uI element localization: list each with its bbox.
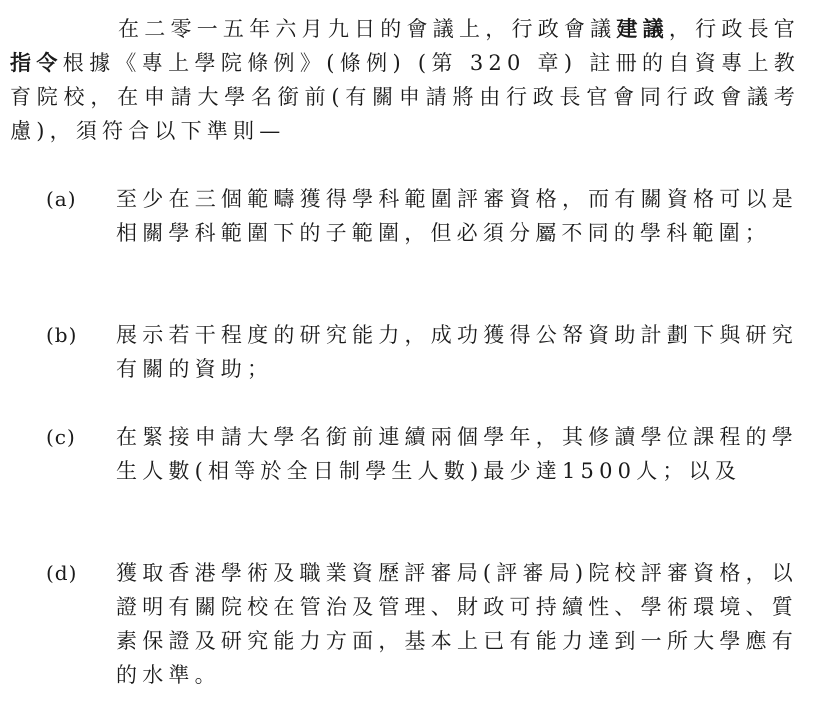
criterion-text: 展示若干程度的研究能力，成功獲得公帑資助計劃下與研究有關的資助； (116, 323, 798, 381)
criterion-label: (b) (46, 323, 78, 347)
intro-paragraph (10, 12, 800, 148)
criterion-label: (d) (46, 561, 78, 585)
criterion-label: (a) (46, 187, 77, 211)
intro-text-2: ，行政長官 (668, 17, 800, 41)
intro-bold-recommend: 建議 (616, 17, 669, 41)
criterion-label: (c) (46, 425, 76, 449)
criterion-text: 獲取香港學術及職業資歷評審局(評審局)院校評審資格，以證明有關院校在管治及管理、財政可持續性、學術環境、質素保證及研究能力方面，基本上已有能力達到一所大學應有的水準。 (116, 561, 798, 687)
intro-text-1: 在二零一五年六月九日的會議上，行政會議 (118, 17, 617, 41)
intro-bold-order: 指令 (10, 51, 63, 75)
criterion-text: 至少在三個範疇獲得學科範圍評審資格，而有關資格可以是相關學科範圍下的子範圍，但必須分屬不同的學科範圍； (116, 187, 798, 245)
criterion-text: 在緊接申請大學名銜前連續兩個學年，其修讀學位課程的學生人數(相等於全日制學生人數)最少達1500人；以及 (116, 425, 798, 483)
intro-text-3: 根據《專上學院條例》(條例) (第 320 章) 註冊的自資專上教育院校，在申請大學名銜前(有關申請將由行政長官會同行政會議考慮)，須符合以下準則— (10, 51, 801, 143)
